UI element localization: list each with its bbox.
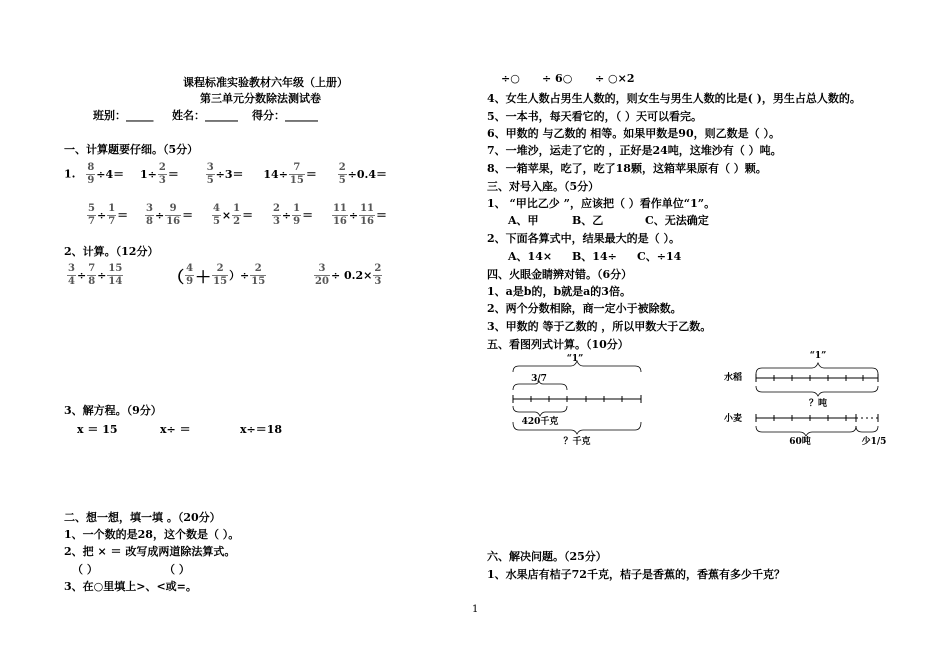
equation-heading: 3、解方程。（9分） [64, 404, 162, 417]
equation-3: x÷＝18 [240, 423, 283, 436]
score-label: 得分：______ [252, 109, 318, 122]
calc-item: $\frac{2}{3}$ ÷ $\frac{1}{9}$ ＝ [272, 203, 314, 227]
compare-item-3: ÷ ○×2 [595, 72, 635, 85]
calc-row-2 [86, 203, 387, 228]
less-label: 少1/5 [861, 437, 887, 447]
answer-blank-1: （ ） [72, 563, 98, 576]
fraction: $\frac{8}{9}$ [87, 162, 95, 186]
fill-question-7: 7、一堆沙，运走了它的 ，正好是24吨，这堆沙有（ ）吨。 [487, 144, 782, 157]
rice-label: 水稻 [724, 373, 743, 383]
section-5-heading: 五、看图列式计算。（10分） [487, 338, 629, 351]
wheat-brace [756, 426, 856, 436]
equation-2: x÷ ＝ [160, 423, 191, 436]
question-number: 1. [64, 167, 76, 181]
fill-question-8: 8、一箱苹果，吃了，吃了18颗，这箱苹果原有（ ）颗。 [487, 162, 767, 175]
calc-row-1 [64, 162, 387, 187]
choice2-option-a: A、14× [508, 250, 553, 263]
class-label: 班别：_____ [93, 109, 154, 122]
fill-question-3: 3、在○里填上>、<或=。 [64, 580, 197, 593]
equation-1: x ＝ 15 [77, 423, 118, 436]
calc-item: $\frac{11}{16}$ ÷ $\frac{11}{16}$ ＝ [332, 203, 388, 227]
calc-item: $\frac{8}{9}$ ÷4＝ [87, 162, 125, 186]
fraction-brace [513, 381, 567, 390]
choice-option-c: C、无法确定 [645, 214, 709, 227]
choice-question-2: 2、下面各算式中，结果最大的是（ ）。 [487, 232, 680, 245]
judge-question-3: 3、甲数的 等于乙数的 ，所以甲数大于乙数。 [487, 320, 712, 333]
section-2-heading: 二、想一想，填一填 。（20分） [64, 511, 221, 524]
fraction: $\frac{7}{15}$ [289, 162, 304, 186]
section-1-heading: 一、计算题要仔细。（5分） [64, 143, 199, 156]
unit-label: “1” [809, 351, 827, 361]
calc-heading-2: 2、计算。（12分） [64, 245, 159, 258]
line-diagram-right [722, 346, 892, 452]
choice2-option-c: C、÷14 [637, 250, 682, 263]
page-number: 1 [472, 604, 479, 615]
judge-question-2: 2、两个分数相除，商一定小于被除数。 [487, 302, 682, 315]
name-label: 姓名：______ [172, 109, 238, 122]
choice-option-a: A、甲 [508, 214, 539, 227]
calc-item: $\frac{3}{8}$ ÷ $\frac{9}{16}$ ＝ [146, 203, 194, 227]
compound-calc-1: $\frac{3}{4}$ ÷ $\frac{7}{8}$ ÷ $\frac{15}{14}$ [68, 263, 123, 287]
compound-calc-2: （ $\frac{4}{9}$ ＋ $\frac{2}{15}$ ）÷ $\frac{2}{15}$ [168, 263, 266, 287]
judge-question-1: 1、a是b的，b就是a的3倍。 [487, 285, 631, 298]
fill-question-6: 6、甲数的 与乙数的 相等。如果甲数是90，则乙数是（ ）。 [487, 127, 780, 140]
unit-brace [756, 363, 878, 374]
section-3-heading: 三、对号入座。（5分） [487, 180, 600, 193]
compare-item-2: ÷ 6○ [542, 72, 573, 85]
given-label: 420千克 [521, 417, 559, 427]
fraction: $\frac{2}{3}$ [158, 162, 166, 186]
unknown-label: ？吨 [808, 399, 828, 409]
fill-question-5: 5、一本书，每天看它的，（ ）天可以看完。 [487, 110, 702, 123]
given-label: 60吨 [789, 437, 811, 447]
answer-blank-2: （ ） [164, 563, 190, 576]
choice-option-b: B、乙 [572, 214, 604, 227]
wheat-label: 小麦 [724, 414, 743, 424]
less-brace [856, 426, 878, 432]
compare-item-1: ÷○ [501, 72, 520, 85]
calc-item: $\frac{5}{7}$ ÷ $\frac{1}{7}$ ＝ [88, 203, 129, 227]
given-brace [513, 406, 567, 416]
unknown-label: ？千克 [563, 437, 591, 447]
compound-calc-3: $\frac{3}{20}$ ÷ 0.2× $\frac{2}{3}$ [315, 263, 382, 287]
calc-item: $\frac{3}{5}$ ÷3＝ [206, 162, 244, 186]
fill-question-1: 1、一个数的是28，这个数是（ ）。 [64, 528, 240, 541]
calc-item: $\frac{2}{5}$ ÷0.4＝ [338, 162, 388, 186]
problem-question-1: 1、水果店有桔子72千克，桔子是香蕉的，香蕉有多少千克？ [487, 568, 785, 581]
calc-item: 1÷ $\frac{2}{3}$ ＝ [140, 162, 179, 186]
fraction-label: 3/7 [531, 374, 547, 384]
paper-subtitle: 第三单元分数除法测试卷 [200, 92, 321, 105]
fill-question-2: 2、把 × ＝ 改写成两道除法算式。 [64, 545, 236, 558]
compound-calc-row [66, 263, 383, 288]
fraction: $\frac{2}{5}$ [338, 162, 346, 186]
fraction: $\frac{3}{5}$ [206, 162, 214, 186]
rice-brace [756, 386, 878, 396]
choice2-option-b: B、14÷ [572, 250, 617, 263]
unit-label: “1” [566, 354, 584, 364]
line-diagram-left [505, 350, 655, 450]
fill-question-4: 4、女生人数占男生人数的，则女生与男生人数的比是( )，男生占总人数的。 [487, 92, 861, 105]
paper-title: 课程标准实验教材六年级（上册） [183, 76, 348, 89]
calc-item: 14÷ $\frac{7}{15}$ ＝ [263, 162, 317, 186]
calc-item: $\frac{4}{5}$ × $\frac{1}{2}$ ＝ [212, 203, 254, 227]
choice-question-1: 1、 “甲比乙少 ”，应该把（ ）看作单位“1”。 [487, 197, 716, 210]
section-4-heading: 四、火眼金睛辨对错。（6分） [487, 268, 633, 281]
section-6-heading: 六、解决问题。（25分） [487, 550, 607, 563]
